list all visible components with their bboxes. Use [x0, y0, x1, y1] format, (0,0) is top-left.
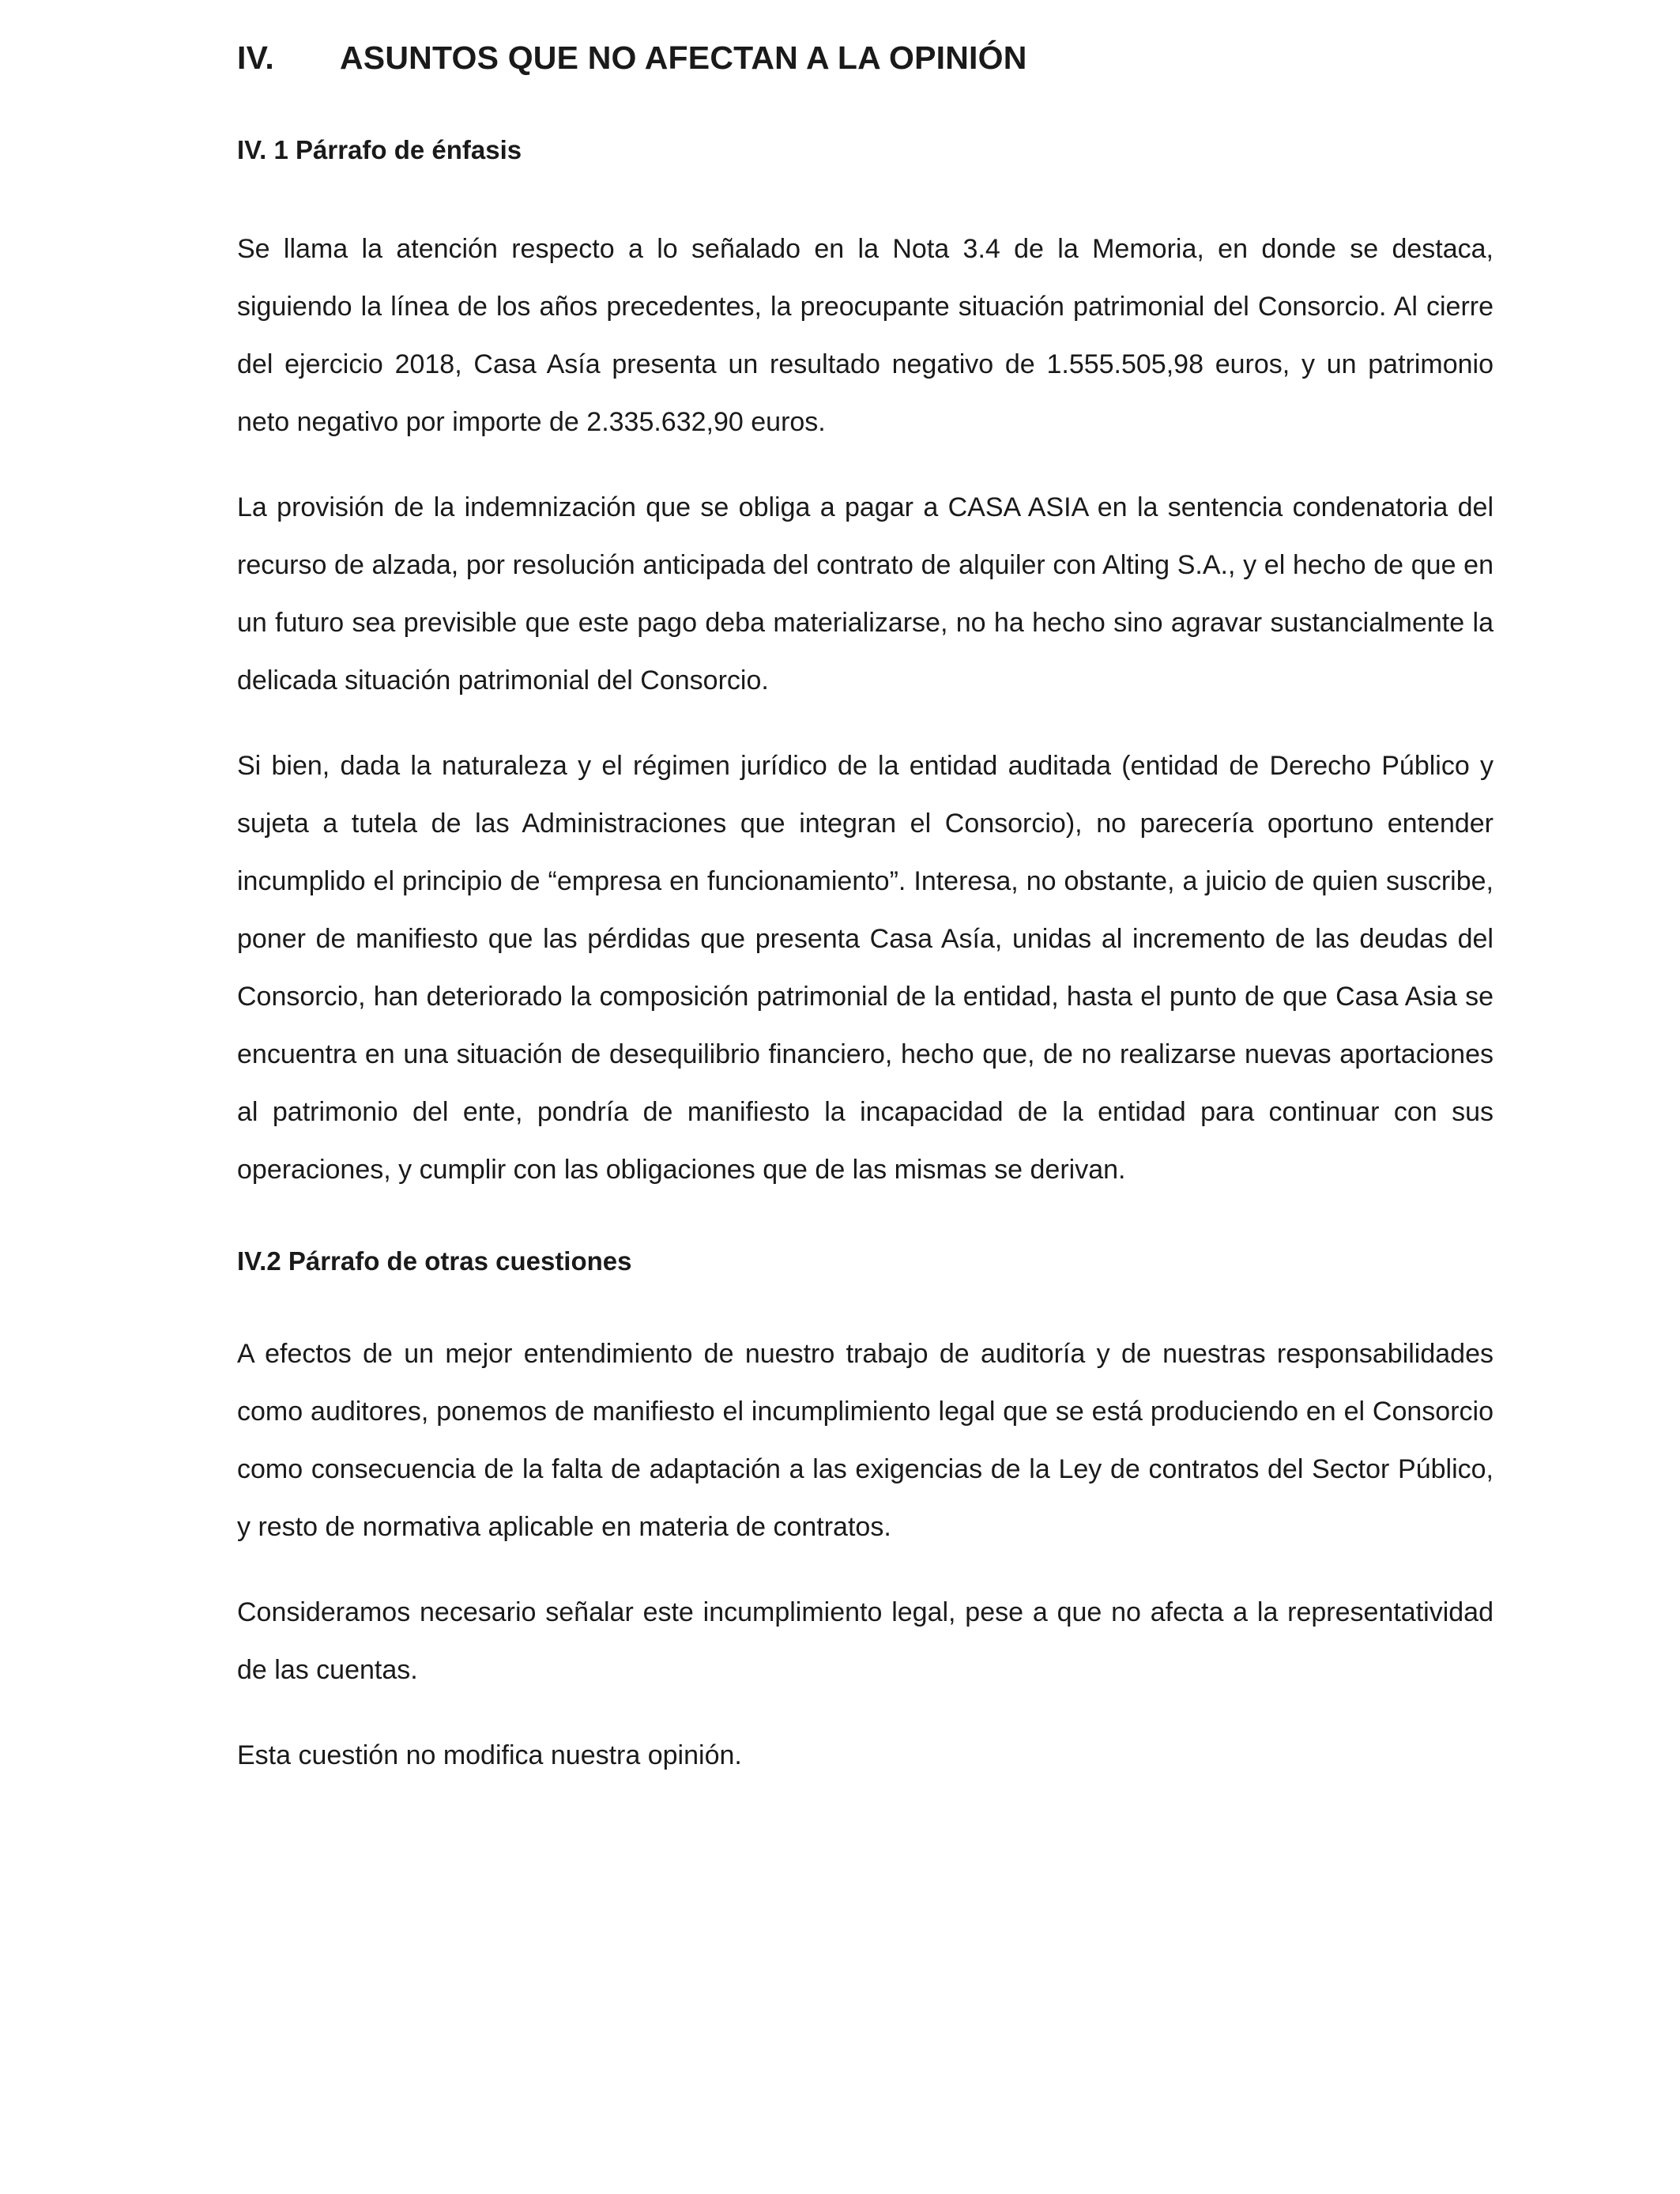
paragraph: Se llama la atención respecto a lo señalado en la Nota 3.4 de la Memoria, en donde se destaca, siguiendo la línea de los años precedentes, la preocupante situación patrimonial del Consorcio. Al cierre del ejercicio 2018, Casa Asía presenta un resultado negativo de 1.555.505,98 euros, y un patrimonio neto negativo por importe de 2.335.632,90 euros. — [237, 234, 1494, 437]
paragraph: La provisión de la indemnización que se obliga a pagar a CASA ASIA en la sentencia condenatoria del recurso de alzada, por resolución anticipada del contrato de alquiler con Alting S.A., y el hecho de que en un futuro sea previsible que este pago deba materializarse, no ha hecho sino agravar sustancialmente la delicada situación patrimonial del Consorcio. — [237, 492, 1494, 696]
paragraph: Si bien, dada la naturaleza y el régimen jurídico de la entidad auditada (entidad de Derecho Público y sujeta a tutela de las Administraciones que integran el Consorcio), no parecería oportuno entender incumplido el principio de “empresa en funcionamiento”. Interesa, no obstante, a juicio de quien suscribe, poner de manifiesto que las pérdidas que presenta Casa Asía, unidas al incremento de las deudas del Consorcio, han deteriorado la composición patrimonial de la entidad, hasta el punto de que Casa Asia se encuentra en una situación de desequilibrio financiero, hecho que, de no realizarse nuevas aportaciones al patrimonio del ente, pondría de manifiesto la incapacidad de la entidad para continuar con sus operaciones, y cumplir con las obligaciones que de las mismas se derivan. — [237, 751, 1494, 1185]
paragraph: A efectos de un mejor entendimiento de nuestro trabajo de auditoría y de nuestras responsabilidades como auditores, ponemos de manifiesto el incumplimiento legal que se está produciendo en el Consorcio como consecuencia de la falta de adaptación a las exigencias de la Ley de contratos del Sector Público, y resto de normativa aplicable en materia de contratos. — [237, 1339, 1494, 1542]
section-number: IV. — [237, 40, 274, 76]
paragraph: Esta cuestión no modifica nuestra opinión. — [237, 1740, 742, 1770]
section-title: ASUNTOS QUE NO AFECTAN A LA OPINIÓN — [340, 40, 1027, 76]
paragraph: Consideramos necesario señalar este incumplimiento legal, pese a que no afecta a la representatividad de las cuentas. — [237, 1597, 1494, 1685]
section-heading — [237, 40, 1494, 77]
subsection-heading-emphasis: IV. 1 Párrafo de énfasis — [237, 135, 522, 164]
document-page — [237, 32, 1494, 1785]
subsection-heading-other-matters: IV.2 Párrafo de otras cuestiones — [237, 1246, 632, 1276]
